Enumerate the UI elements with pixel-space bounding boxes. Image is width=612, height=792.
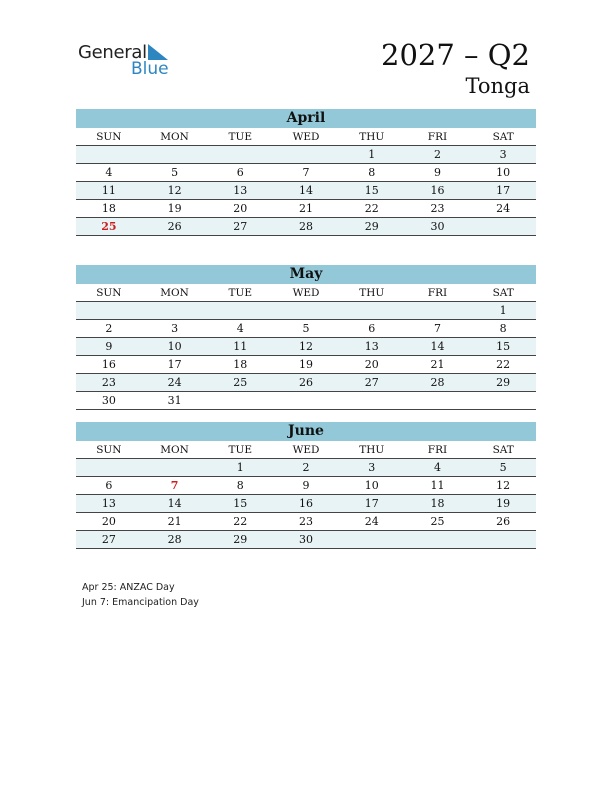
day-cell: 19: [496, 497, 511, 510]
month-june: [76, 422, 536, 549]
week-row: [76, 513, 536, 531]
week-row: [76, 477, 536, 495]
day-cell: 15: [496, 340, 511, 353]
page-subtitle: Tonga: [465, 74, 530, 98]
day-cell: 15: [233, 497, 248, 510]
day-cell: 24: [364, 515, 379, 528]
day-cell: 9: [433, 166, 441, 179]
day-cell: 17: [167, 358, 182, 371]
day-cell: 12: [167, 184, 182, 197]
logo-triangle-icon: [148, 44, 168, 60]
day-cell: 12: [496, 479, 511, 492]
day-cell: 31: [167, 394, 182, 407]
day-cell: 28: [167, 533, 182, 546]
weekday-label: MON: [160, 443, 189, 456]
holiday-day-cell: 7: [170, 479, 179, 492]
day-cell: 24: [167, 376, 182, 389]
weekday-label: TUE: [228, 443, 253, 456]
week-row: [76, 302, 536, 320]
day-cell: 29: [364, 220, 379, 233]
weekday-label: THU: [359, 443, 385, 456]
day-cell: 13: [233, 184, 248, 197]
day-cell: 27: [101, 533, 116, 546]
day-cell: 4: [105, 166, 113, 179]
week-row: [76, 218, 536, 236]
day-cell: 16: [430, 184, 445, 197]
day-cell: 20: [233, 202, 248, 215]
day-cell: 19: [299, 358, 314, 371]
weekday-label: MON: [160, 130, 189, 143]
weekday-label: WED: [292, 130, 320, 143]
day-cell: 14: [299, 184, 314, 197]
weekday-label: TUE: [228, 130, 253, 143]
month-title: May: [76, 265, 536, 284]
day-cell: 8: [236, 479, 244, 492]
day-cell: 2: [302, 461, 310, 474]
day-cell: 5: [171, 166, 179, 179]
day-cell: 26: [167, 220, 182, 233]
day-cell: 22: [233, 515, 248, 528]
day-cell: 20: [364, 358, 379, 371]
day-cell: 7: [302, 166, 310, 179]
weekday-header-row: [76, 441, 536, 459]
day-cell: 17: [364, 497, 379, 510]
day-cell: 30: [430, 220, 445, 233]
day-cell: 15: [364, 184, 379, 197]
day-cell: 21: [167, 515, 182, 528]
day-cell: 9: [105, 340, 113, 353]
day-cell: 1: [236, 461, 244, 474]
day-cell: 14: [430, 340, 445, 353]
weekday-header-row: [76, 284, 536, 302]
day-cell: 3: [171, 322, 179, 335]
month-may: [76, 265, 536, 410]
day-cell: 8: [368, 166, 376, 179]
weekday-label: THU: [359, 130, 385, 143]
weekday-label: THU: [359, 286, 385, 299]
day-cell: 18: [233, 358, 248, 371]
day-cell: 24: [496, 202, 511, 215]
day-cell: 13: [364, 340, 379, 353]
day-cell: 8: [499, 322, 507, 335]
day-cell: 23: [299, 515, 314, 528]
generalblue-logo: [78, 42, 178, 82]
day-cell: 22: [496, 358, 511, 371]
day-cell: 4: [433, 461, 441, 474]
week-row: [76, 164, 536, 182]
day-cell: 23: [430, 202, 445, 215]
logo-text-general: General: [78, 42, 147, 63]
week-row: [76, 495, 536, 513]
weekday-label: SUN: [96, 286, 122, 299]
logo-text-blue: Blue: [131, 59, 169, 79]
week-row: [76, 200, 536, 218]
week-row: [76, 392, 536, 410]
day-cell: 28: [430, 376, 445, 389]
weekday-label: MON: [160, 286, 189, 299]
day-cell: 17: [496, 184, 511, 197]
week-row: [76, 182, 536, 200]
week-row: [76, 320, 536, 338]
month-april: [76, 109, 536, 236]
weekday-label: FRI: [427, 286, 448, 299]
day-cell: 18: [101, 202, 116, 215]
day-cell: 25: [430, 515, 445, 528]
week-row: [76, 531, 536, 549]
weekday-label: FRI: [427, 130, 448, 143]
holiday-note: Apr 25: ANZAC Day: [82, 582, 175, 593]
day-cell: 27: [364, 376, 379, 389]
day-cell: 23: [101, 376, 116, 389]
week-row: [76, 338, 536, 356]
day-cell: 1: [368, 148, 376, 161]
weekday-label: SAT: [492, 130, 514, 143]
day-cell: 30: [299, 533, 314, 546]
page-title: 2027 – Q2: [381, 38, 530, 72]
day-cell: 19: [167, 202, 182, 215]
week-row: [76, 146, 536, 164]
week-row: [76, 459, 536, 477]
day-cell: 11: [430, 479, 445, 492]
day-cell: 21: [430, 358, 445, 371]
weekday-label: SAT: [492, 443, 514, 456]
day-cell: 7: [433, 322, 441, 335]
day-cell: 3: [499, 148, 507, 161]
day-cell: 11: [101, 184, 116, 197]
day-cell: 2: [105, 322, 113, 335]
holiday-notes: [82, 582, 199, 612]
week-row: [76, 356, 536, 374]
weekday-label: WED: [292, 443, 320, 456]
day-cell: 6: [236, 166, 244, 179]
month-title: April: [76, 109, 536, 128]
weekday-label: SAT: [492, 286, 514, 299]
day-cell: 16: [299, 497, 314, 510]
day-cell: 2: [433, 148, 441, 161]
day-cell: 29: [233, 533, 248, 546]
day-cell: 5: [499, 461, 507, 474]
day-cell: 26: [496, 515, 511, 528]
day-cell: 3: [368, 461, 376, 474]
day-cell: 30: [101, 394, 116, 407]
day-cell: 18: [430, 497, 445, 510]
week-row: [76, 374, 536, 392]
month-title: June: [76, 422, 536, 441]
holiday-day-cell: 25: [101, 220, 117, 233]
day-cell: 10: [364, 479, 379, 492]
day-cell: 16: [101, 358, 116, 371]
day-cell: 6: [105, 479, 113, 492]
day-cell: 1: [499, 304, 507, 317]
weekday-header-row: [76, 128, 536, 146]
weekday-label: WED: [292, 286, 320, 299]
day-cell: 6: [368, 322, 376, 335]
weekday-label: TUE: [228, 286, 253, 299]
day-cell: 13: [101, 497, 116, 510]
day-cell: 4: [236, 322, 244, 335]
day-cell: 26: [299, 376, 314, 389]
day-cell: 25: [233, 376, 248, 389]
weekday-label: FRI: [427, 443, 448, 456]
day-cell: 27: [233, 220, 248, 233]
day-cell: 9: [302, 479, 310, 492]
day-cell: 12: [299, 340, 314, 353]
day-cell: 14: [167, 497, 182, 510]
day-cell: 10: [167, 340, 182, 353]
day-cell: 29: [496, 376, 511, 389]
weekday-label: SUN: [96, 443, 122, 456]
day-cell: 21: [299, 202, 314, 215]
day-cell: 20: [101, 515, 116, 528]
holiday-note: Jun 7: Emancipation Day: [82, 597, 199, 608]
weekday-label: SUN: [96, 130, 122, 143]
day-cell: 28: [299, 220, 314, 233]
day-cell: 10: [496, 166, 511, 179]
day-cell: 5: [302, 322, 310, 335]
day-cell: 11: [233, 340, 248, 353]
day-cell: 22: [364, 202, 379, 215]
